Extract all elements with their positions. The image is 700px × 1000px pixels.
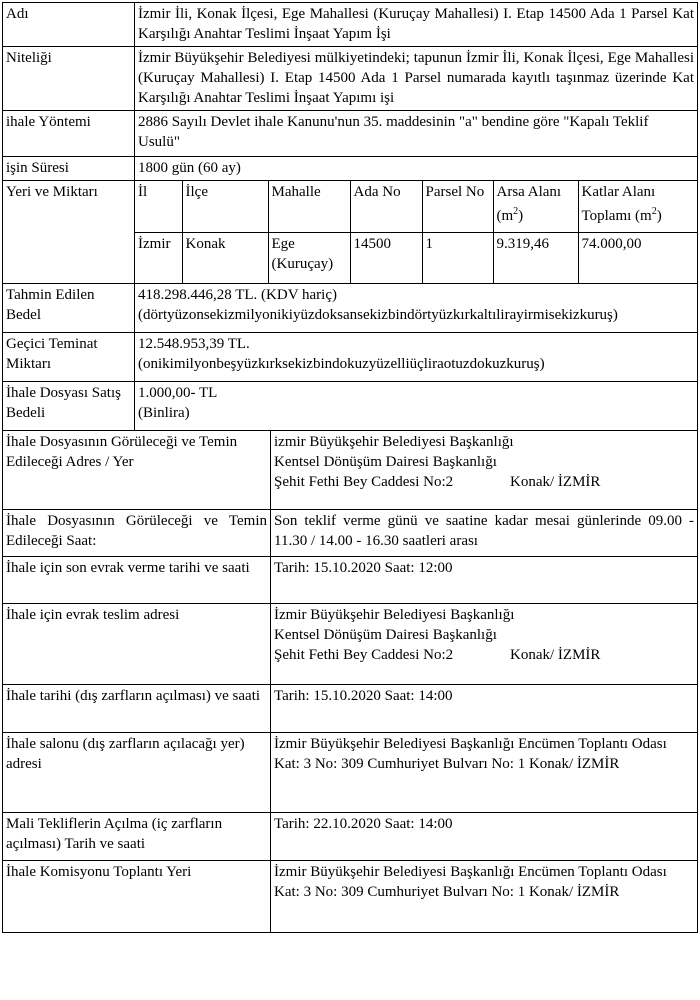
procedure-info-table xyxy=(2,430,698,933)
label-submission-address: İhale için evrak teslim adresi xyxy=(3,604,271,685)
label-file-price: İhale Dosyası Satış Bedeli xyxy=(3,382,135,431)
cell-il: İzmir xyxy=(135,232,182,283)
label-commission-place: İhale Komisyonu Toplantı Yeri xyxy=(3,861,271,933)
label-guarantee: Geçici Teminat Miktarı xyxy=(3,333,135,382)
header-ilce: İlçe xyxy=(182,181,268,232)
value-file-price xyxy=(135,382,698,431)
row-financial-opening xyxy=(3,813,698,861)
cell-arsa: 9.319,46 xyxy=(493,232,578,283)
row-deadline xyxy=(3,557,698,604)
guarantee-amount: 12.548.953,39 TL. xyxy=(138,336,250,352)
estimated-cost-words: (dörtyüzonsekizmilyonikiyüzdoksansekizbindörtyüzkırkaltılirayirmisekizkuruş) xyxy=(138,307,618,323)
value-tender-hall: İzmir Büyükşehir Belediyesi Başkanlığı Encümen Toplantı Odası Kat: 3 No: 309 Cumhuriyet Bulvarı No: 1 Konak/ İZMİR xyxy=(271,733,698,813)
label-financial-opening: Mali Tekliflerin Açılma (iç zarfların açılması) Tarih ve saati xyxy=(3,813,271,861)
value-deadline: Tarih: 15.10.2020 Saat: 12:00 xyxy=(271,557,698,604)
cell-ada: 14500 xyxy=(350,232,422,283)
label-location: Yeri ve Miktarı xyxy=(3,181,135,284)
file-price-amount: 1.000,00- TL xyxy=(138,385,218,401)
label-duration: işin Süresi xyxy=(3,157,135,181)
label-file-hours: İhale Dosyasının Görüleceği ve Temin Edileceği Saat: xyxy=(3,510,271,557)
row-duration xyxy=(3,157,698,181)
row-guarantee xyxy=(3,333,698,382)
value-nature: İzmir Büyükşehir Belediyesi mülkiyetindeki; tapunun İzmir İli, Konak İlçesi, Ege Mahallesi (Kuruçay Mahallesi) I. Etap 14500 Ada 1 Parsel numarada kayıtlı taşınmaz üzerinde Kat Karşılığı Anahtar Teslimi İnşaat Yapımı işi xyxy=(135,47,698,111)
value-method: 2886 Sayılı Devlet ihale Kanunu'nun 35. maddesinin "a" bendine göre "Kapalı Teklif Usulü" xyxy=(135,111,698,157)
row-submission-address xyxy=(3,604,698,685)
cell-mahalle: Ege (Kuruçay) xyxy=(268,232,350,283)
row-tender-date xyxy=(3,685,698,733)
value-tender-date: Tarih: 15.10.2020 Saat: 14:00 xyxy=(271,685,698,733)
row-nature xyxy=(3,47,698,111)
location-data-row xyxy=(135,232,697,283)
label-tender-hall: İhale salonu (dış zarfların açılacağı yer) adresi xyxy=(3,733,271,813)
header-mahalle: Mahalle xyxy=(268,181,350,232)
row-file-address xyxy=(3,431,698,510)
label-tender-date: İhale tarihi (dış zarfların açılması) ve saati xyxy=(3,685,271,733)
row-name xyxy=(3,3,698,47)
row-tender-hall xyxy=(3,733,698,813)
header-parsel: Parsel No xyxy=(422,181,493,232)
row-estimated-cost xyxy=(3,284,698,333)
row-method xyxy=(3,111,698,157)
label-file-address: İhale Dosyasının Görüleceği ve Temin Edileceği Adres / Yer xyxy=(3,431,271,510)
cell-parsel: 1 xyxy=(422,232,493,283)
row-commission-place xyxy=(3,861,698,933)
value-guarantee xyxy=(135,333,698,382)
value-file-address: izmir Büyükşehir Belediyesi Başkanlığı Kentsel Dönüşüm Dairesi Başkanlığı Şehit Fethi Bey Caddesi No:2 Konak/ İZMİR xyxy=(271,431,698,510)
value-duration: 1800 gün (60 ay) xyxy=(135,157,698,181)
location-table xyxy=(135,181,697,283)
value-financial-opening: Tarih: 22.10.2020 Saat: 14:00 xyxy=(271,813,698,861)
location-cell xyxy=(135,181,698,284)
header-katlar: Katlar Alanı Toplamı $(m^2)$ xyxy=(578,181,697,232)
label-deadline: İhale için son evrak verme tarihi ve saati xyxy=(3,557,271,604)
header-il: İl xyxy=(138,184,148,200)
label-nature: Niteliği xyxy=(3,47,135,111)
row-location xyxy=(3,181,698,284)
header-arsa: Arsa Alanı $(m^2)$ xyxy=(493,181,578,232)
row-file-hours xyxy=(3,510,698,557)
location-header-row xyxy=(135,181,697,232)
value-commission-place: İzmir Büyükşehir Belediyesi Başkanlığı Encümen Toplantı Odası Kat: 3 No: 309 Cumhuriyet Bulvarı No: 1 Konak/ İZMİR xyxy=(271,861,698,933)
cell-ilce: Konak xyxy=(182,232,268,283)
header-ada: Ada No xyxy=(350,181,422,232)
estimated-cost-amount: 418.298.446,28 TL. (KDV hariç) xyxy=(138,287,337,303)
financial-info-table xyxy=(2,283,698,431)
cell-katlar: 74.000,00 xyxy=(578,232,697,283)
label-name: Adı xyxy=(3,3,135,47)
value-file-hours: Son teklif verme günü ve saatine kadar mesai günlerinde 09.00 - 11.30 / 14.00 - 16.30 saatleri arası xyxy=(271,510,698,557)
value-name: İzmir İli, Konak İlçesi, Ege Mahallesi (Kuruçay Mahallesi) I. Etap 14500 Ada 1 Parsel Kat Karşılığı Anahtar Teslimi İnşaat Yapım İşi xyxy=(135,3,698,47)
tender-document xyxy=(2,2,697,933)
general-info-table xyxy=(2,2,698,284)
label-estimated-cost: Tahmin Edilen Bedel xyxy=(3,284,135,333)
row-file-price xyxy=(3,382,698,431)
label-method: ihale Yöntemi xyxy=(3,111,135,157)
value-estimated-cost xyxy=(135,284,698,333)
file-price-words: (Binlira) xyxy=(138,405,190,421)
guarantee-words: (onikimilyonbeşyüzkırksekizbindokuzyüzelliüçliraotuzdokuzkuruş) xyxy=(138,356,545,372)
value-submission-address: İzmir Büyükşehir Belediyesi Başkanlığı Kentsel Dönüşüm Dairesi Başkanlığı Şehit Fethi Bey Caddesi No:2 Konak/ İZMİR xyxy=(271,604,698,685)
